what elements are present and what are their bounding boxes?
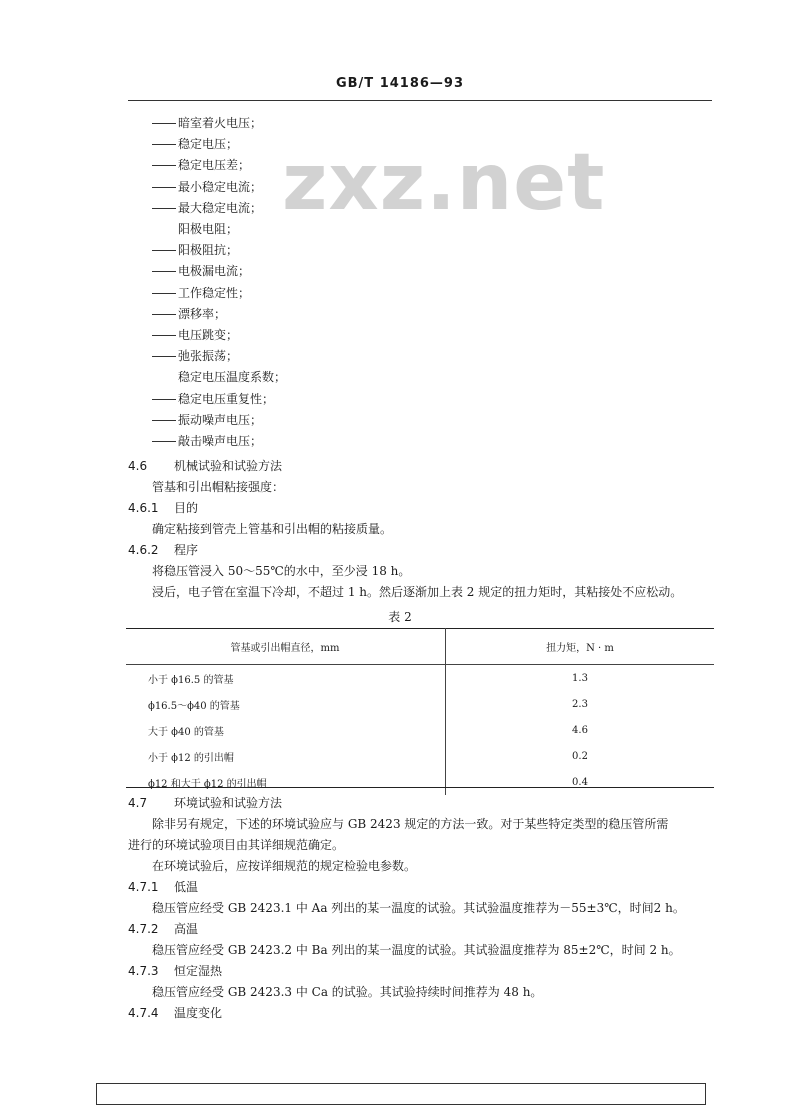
parameter-list-item	[152, 115, 262, 131]
em-dash-marker	[152, 314, 176, 315]
section-4-7-1-heading	[128, 879, 198, 895]
parameter-name: 电极漏电流；	[178, 264, 251, 279]
parameter-name: 最大稳定电流；	[178, 200, 263, 215]
section-4-6-1-heading	[128, 500, 198, 516]
em-dash-marker	[152, 335, 176, 336]
section-title: 温度变化	[174, 1006, 223, 1020]
section-title: 高温	[174, 922, 199, 936]
parameter-list-item	[152, 285, 250, 301]
parameter-name: 振动噪声电压；	[178, 412, 263, 427]
section-number: 4.6	[128, 459, 148, 473]
section-4-6-2-heading	[128, 542, 198, 558]
parameter-name: 暗室着火电压；	[178, 116, 263, 130]
parameter-list-item	[152, 412, 262, 428]
parameter-name: 阳极阻抗；	[178, 243, 239, 258]
paragraph: 稳压管应经受 GB 2423.3 中 Ca 的试验。其试验持续时间推荐为 48 h。	[152, 985, 543, 999]
column-header: 扭力矩，N · m	[446, 628, 715, 665]
section-number: 4.6.2	[128, 543, 159, 557]
em-dash-marker	[152, 420, 176, 421]
parameter-list-item	[178, 221, 238, 237]
section-number: 4.6.1	[128, 501, 159, 515]
table-row	[126, 665, 714, 692]
section-title: 环境试验和试验方法	[174, 796, 283, 810]
parameter-list-item	[152, 179, 262, 195]
parameter-list-item	[152, 200, 262, 216]
parameter-name: 稳定电压温度系数；	[178, 370, 287, 385]
parameter-name: 工作稳定性；	[178, 285, 251, 300]
header-rule	[128, 100, 712, 101]
torque-table	[126, 628, 714, 795]
parameter-list-item	[152, 242, 238, 258]
section-number: 4.7.1	[128, 880, 159, 894]
section-number: 4.7.3	[128, 964, 159, 978]
em-dash-marker	[152, 144, 176, 145]
table-cell: ϕ16.5～ϕ40 的管基	[126, 691, 446, 717]
table-row	[126, 769, 714, 795]
parameter-name: 弛张振荡；	[178, 349, 239, 364]
em-dash-marker	[152, 123, 176, 124]
paragraph: 在环境试验后，应按详细规范的规定检验电参数。	[152, 859, 417, 873]
em-dash-marker	[152, 165, 176, 166]
table-header-row	[126, 628, 714, 665]
section-4-7-2-heading	[128, 921, 198, 937]
footer-frame	[96, 1083, 706, 1105]
parameter-name: 稳定电压重复性；	[178, 391, 275, 406]
paragraph: 将稳压管浸入 50～55℃的水中，至少浸 18 h。	[152, 564, 411, 578]
table-cell: 4.6	[572, 724, 588, 736]
parameter-name: 稳定电压差；	[178, 158, 251, 173]
em-dash-marker	[152, 187, 176, 188]
paragraph: 确定粘接到管壳上管基和引出帽的粘接质量。	[152, 522, 393, 536]
em-dash-marker	[152, 293, 176, 294]
parameter-list-item	[152, 263, 250, 279]
parameter-list-item	[152, 306, 226, 322]
parameter-list-item	[152, 157, 250, 173]
section-number: 4.7	[128, 796, 148, 810]
parameter-name: 敲击噪声电压；	[178, 434, 263, 448]
table-cell: 2.3	[572, 698, 588, 710]
paragraph: 进行的环境试验项目由其详细规范确定。	[128, 838, 345, 852]
parameter-name: 阳极电阻；	[178, 222, 239, 236]
section-title: 恒定湿热	[174, 964, 223, 978]
table-row	[126, 743, 714, 769]
section-4-7-3-heading	[128, 963, 222, 979]
parameter-list-item	[152, 433, 262, 449]
section-4-7-heading	[128, 795, 282, 811]
parameter-list-item	[152, 391, 274, 407]
em-dash-marker	[152, 271, 176, 272]
paragraph: 管基和引出帽粘接强度：	[152, 480, 285, 494]
em-dash-marker	[152, 441, 176, 442]
column-header: 管基或引出帽直径，mm	[126, 628, 446, 665]
table-cell: 小于 ϕ16.5 的管基	[126, 665, 446, 692]
paragraph: 稳压管应经受 GB 2423.2 中 Ba 列出的某一温度的试验。其试验温度推荐为 85±2℃，时间 2 h。	[152, 943, 681, 957]
table-row	[126, 717, 714, 743]
paragraph: 浸后，电子管在室温下冷却，不超过 1 h。然后逐渐加上表 2 规定的扭力矩时，其粘接处不应松动。	[152, 585, 683, 599]
table-cell: 0.2	[572, 750, 588, 762]
em-dash-marker	[152, 208, 176, 209]
paragraph: 除非另有规定，下述的环境试验应与 GB 2423 规定的方法一致。对于某些特定类型的稳压管所需	[152, 817, 669, 831]
parameter-name: 漂移率；	[178, 306, 227, 321]
section-4-7-4-heading	[128, 1005, 222, 1021]
paragraph: 稳压管应经受 GB 2423.1 中 Aa 列出的某一温度的试验。其试验温度推荐为－55±3℃，时间2 h。	[152, 901, 685, 915]
section-4-6-heading	[128, 458, 282, 474]
section-number: 4.7.4	[128, 1006, 159, 1020]
parameter-name: 最小稳定电流；	[178, 179, 263, 194]
table-row	[126, 691, 714, 717]
parameter-name: 电压跳变；	[178, 328, 239, 342]
parameter-name: 稳定电压；	[178, 137, 239, 152]
parameter-list-item	[152, 348, 238, 364]
section-title: 目的	[174, 501, 199, 515]
section-title: 机械试验和试验方法	[174, 459, 283, 473]
em-dash-marker	[152, 399, 176, 400]
section-title: 程序	[174, 543, 199, 557]
table-caption: 表 2	[388, 610, 412, 624]
table-bottom-rule	[126, 787, 714, 788]
parameter-list-item	[178, 369, 286, 385]
em-dash-marker	[152, 356, 176, 357]
table-cell: 1.3	[572, 672, 588, 684]
parameter-list-item	[152, 327, 238, 343]
parameter-list-item	[152, 136, 238, 152]
em-dash-marker	[152, 250, 176, 251]
watermark: zxz.net	[282, 138, 606, 228]
table-cell: 小于 ϕ12 的引出帽	[126, 743, 446, 769]
standard-code-header: GB/T 14186—93	[335, 76, 465, 91]
table-cell: ϕ12 和大于 ϕ12 的引出帽	[126, 769, 446, 795]
table-cell: 0.4	[572, 776, 588, 788]
section-title: 低温	[174, 880, 199, 894]
table-cell: 大于 ϕ40 的管基	[126, 717, 446, 743]
section-number: 4.7.2	[128, 922, 159, 936]
